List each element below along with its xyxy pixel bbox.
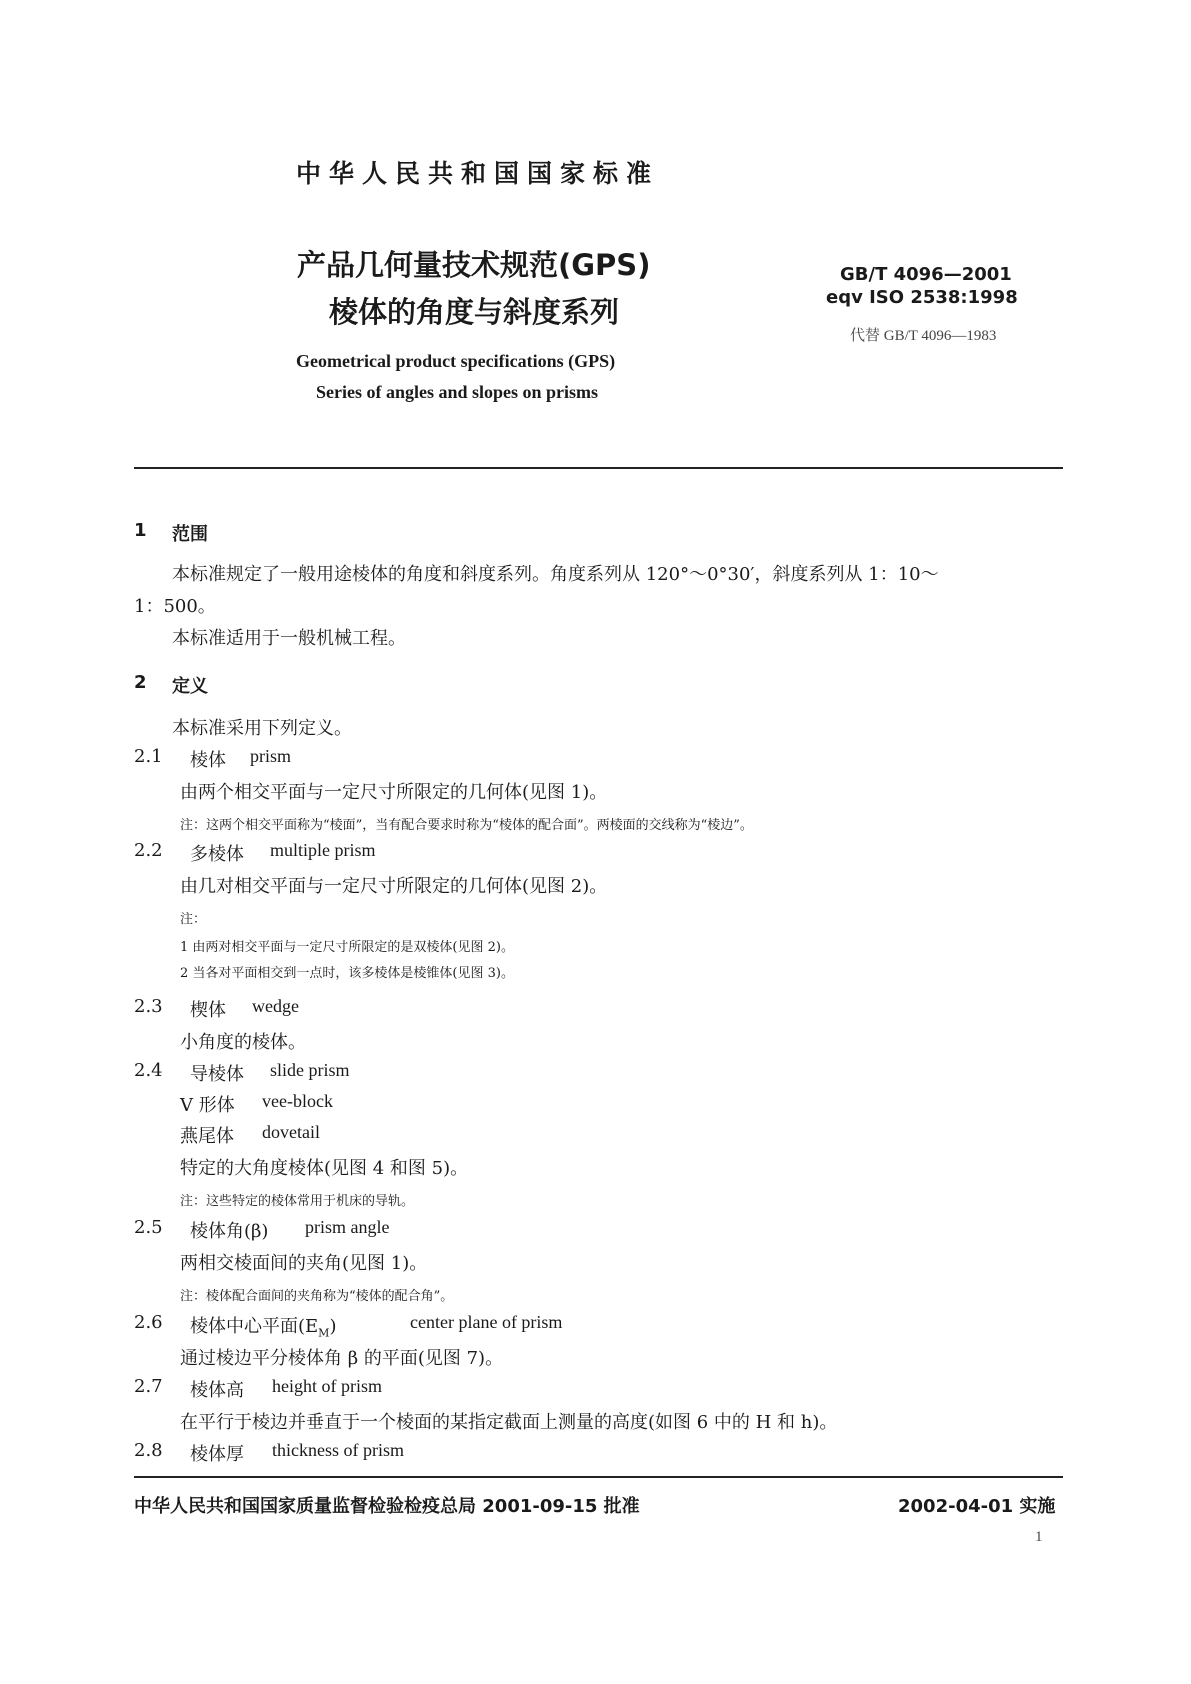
document-title-cn-line1: 产品几何量技术规范(GPS) bbox=[297, 248, 651, 282]
section-title: 范围 bbox=[172, 524, 208, 545]
term-en: wedge bbox=[252, 996, 299, 1016]
note: 注：棱体配合面间的夹角称为“棱体的配合角”。 bbox=[180, 1289, 454, 1304]
term-cn: 导棱体 bbox=[190, 1064, 244, 1085]
clause-number: 2.8 bbox=[134, 1440, 163, 1461]
term-cn: 燕尾体 bbox=[180, 1126, 234, 1147]
term-subscript: M bbox=[318, 1326, 330, 1340]
clause-number: 2.3 bbox=[134, 996, 163, 1017]
definition: 由两个相交平面与一定尺寸所限定的几何体(见图 1)。 bbox=[180, 782, 608, 803]
standard-equivalence: eqv ISO 2538:1998 bbox=[826, 287, 1018, 308]
paragraph: 本标准规定了一般用途棱体的角度和斜度系列。角度系列从 120°～0°30′，斜度系列从 1：10～ bbox=[172, 564, 939, 585]
term-cn-close: ) bbox=[329, 1316, 337, 1337]
term-en: prism bbox=[250, 746, 292, 766]
clause-number: 2.6 bbox=[134, 1312, 163, 1333]
term-en: center plane of prism bbox=[410, 1312, 563, 1332]
term-en: height of prism bbox=[272, 1376, 382, 1396]
note-item: 1 由两对相交平面与一定尺寸所限定的是双棱体(见图 2)。 bbox=[180, 940, 514, 955]
document-title-cn-line2: 棱体的角度与斜度系列 bbox=[329, 295, 620, 329]
note-item: 2 当各对平面相交到一点时，该多棱体是棱锥体(见图 3)。 bbox=[180, 966, 514, 981]
footer-divider bbox=[134, 1476, 1063, 1478]
section-number: 1 bbox=[134, 520, 147, 541]
definition: 小角度的棱体。 bbox=[180, 1032, 306, 1053]
term-cn: 楔体 bbox=[190, 1000, 226, 1021]
term-cn: 棱体 bbox=[190, 750, 226, 771]
clause-number: 2.5 bbox=[134, 1217, 163, 1238]
term-cn bbox=[190, 1312, 336, 1340]
paragraph: 本标准适用于一般机械工程。 bbox=[172, 628, 406, 649]
document-title-en-line2: Series of angles and slopes on prisms bbox=[316, 382, 599, 402]
term-cn: 棱体厚 bbox=[190, 1444, 244, 1465]
section-number: 2 bbox=[134, 672, 147, 693]
definition: 由几对相交平面与一定尺寸所限定的几何体(见图 2)。 bbox=[180, 876, 608, 897]
definition: 在平行于棱边并垂直于一个棱面的某指定截面上测量的高度(如图 6 中的 H 和 h)。 bbox=[180, 1412, 838, 1433]
definition: 两相交棱面间的夹角(见图 1)。 bbox=[180, 1253, 428, 1274]
approval-statement: 中华人民共和国国家质量监督检验检疫总局 2001-09-15 批准 bbox=[134, 1496, 640, 1517]
term-en: vee-block bbox=[262, 1091, 333, 1111]
term-cn: V 形体 bbox=[180, 1095, 235, 1116]
term-cn: 棱体高 bbox=[190, 1380, 244, 1401]
definition: 特定的大角度棱体(见图 4 和图 5)。 bbox=[180, 1158, 469, 1179]
note: 注：这两个相交平面称为“棱面”，当有配合要求时称为“棱体的配合面”。两棱面的交线称为“棱边”。 bbox=[180, 818, 753, 833]
section-title: 定义 bbox=[172, 676, 208, 697]
note: 注：这些特定的棱体常用于机床的导轨。 bbox=[180, 1194, 415, 1209]
clause-number: 2.7 bbox=[134, 1376, 163, 1397]
standard-replaces: 代替 GB/T 4096—1983 bbox=[850, 328, 997, 344]
page-number: 1 bbox=[1035, 1529, 1043, 1545]
definition: 通过棱边平分棱体角 β 的平面(见图 7)。 bbox=[180, 1348, 504, 1369]
term-en: slide prism bbox=[270, 1060, 350, 1080]
paragraph: 本标准采用下列定义。 bbox=[172, 718, 352, 739]
standard-number: GB/T 4096—2001 bbox=[840, 264, 1012, 285]
term-en: prism angle bbox=[305, 1217, 390, 1237]
term-cn: 棱体角(β) bbox=[190, 1221, 269, 1242]
document-title-en-line1: Geometrical product specifications (GPS) bbox=[296, 351, 616, 371]
clause-number: 2.1 bbox=[134, 746, 163, 767]
paragraph: 1：500。 bbox=[134, 596, 216, 617]
clause-number: 2.4 bbox=[134, 1060, 163, 1081]
header-divider bbox=[134, 467, 1063, 469]
clause-number: 2.2 bbox=[134, 840, 163, 861]
note-label: 注： bbox=[180, 912, 207, 927]
term-cn-text: 棱体中心平面(E bbox=[190, 1316, 319, 1337]
term-en: multiple prism bbox=[270, 840, 376, 860]
term-cn: 多棱体 bbox=[190, 844, 244, 865]
term-en: dovetail bbox=[262, 1122, 320, 1142]
national-standard-title: 中华人民共和国国家标准 bbox=[296, 159, 660, 188]
implementation-date: 2002-04-01 实施 bbox=[898, 1496, 1056, 1517]
term-en: thickness of prism bbox=[272, 1440, 404, 1460]
